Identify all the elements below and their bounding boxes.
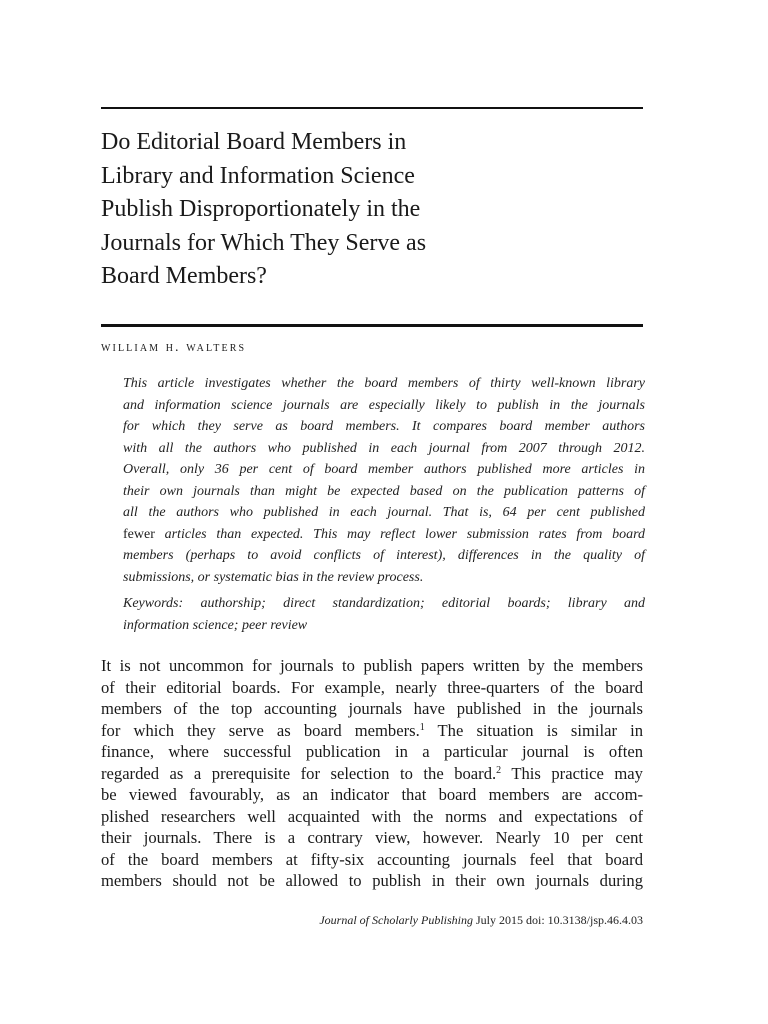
body-paragraph (101, 655, 643, 892)
footnote-ref[interactable]: 1 (419, 721, 425, 733)
abstract-line: for which they serve as board members. It compares board member authors (123, 419, 645, 434)
abstract-line: all the authors who published in each journal. That is, 64 per cent published (123, 505, 645, 520)
journal-name: Journal of Scholarly Publishing (319, 913, 473, 927)
body-line: of the board members at fifty-six accounting journals feel that board (101, 849, 643, 869)
keywords-line: information science; peer review (123, 617, 308, 633)
author-name: william h. walters (101, 340, 247, 355)
abstract-line-text: articles than expected. This may reflect lower submission rates from board (154, 526, 645, 542)
keywords (123, 593, 645, 636)
body-line: It is not uncommon for journals to publish papers written by the members (101, 656, 643, 675)
body-text: This practice may (501, 763, 643, 783)
author-rule (101, 324, 643, 327)
abstract-line (123, 524, 645, 546)
abstract-emphasis: fewer (123, 526, 155, 542)
body-text: The situation is similar in (424, 720, 643, 740)
title-line: Library and Information Science (101, 162, 415, 189)
title-line: Do Editorial Board Members in (101, 129, 407, 155)
abstract-line: with all the authors who published in each journal from 2007 through 2012. (123, 440, 645, 456)
abstract-line: their own journals than might be expected based on the publication patterns of (123, 483, 645, 499)
title-line: Board Members? (101, 263, 267, 290)
body-text: regarded as a prerequisite for selection to the board. (101, 763, 497, 783)
footnote-ref[interactable]: 2 (496, 764, 502, 776)
abstract-line: Overall, only 36 per cent of board member authors published more articles in (123, 462, 645, 477)
abstract (123, 373, 645, 588)
abstract-line: and information science journals are especially likely to publish in the journals (123, 397, 645, 413)
abstract-line: submissions, or systematic bias in the review process. (123, 569, 424, 585)
body-line: finance, where successful publication in a particular journal is often (101, 742, 643, 761)
top-rule (101, 107, 643, 109)
body-line: members should not be allowed to publish in their own journals during (101, 871, 643, 890)
abstract-line: members (perhaps to avoid conflicts of interest), differences in the quality of (123, 548, 645, 563)
article-title (101, 126, 641, 294)
body-line: be viewed favourably, as an indicator that board members are accom- (101, 785, 643, 804)
page-footer (319, 913, 643, 928)
body-text: for which they serve as board members. (101, 720, 420, 740)
body-line (101, 763, 643, 785)
body-line: their journals. There is a contrary view, however. Nearly 10 per cent (101, 828, 643, 847)
body-line: plished researchers well acquainted with the norms and expectations of (101, 806, 643, 826)
body-line: of their editorial boards. For example, nearly three-quarters of the board (101, 677, 643, 697)
abstract-line: This article investigates whether the board members of thirty well-known library (123, 376, 645, 391)
body-line (101, 720, 643, 742)
issue-doi: July 2015 doi: 10.3138/jsp.46.4.03 (472, 913, 643, 927)
body-line: members of the top accounting journals have published in the journals (101, 699, 643, 718)
keywords-line: Keywords: authorship; direct standardization; editorial boards; library and (123, 596, 645, 611)
title-line: Publish Disproportionately in the (101, 196, 421, 223)
title-line: Journals for Which They Serve as (101, 229, 427, 256)
